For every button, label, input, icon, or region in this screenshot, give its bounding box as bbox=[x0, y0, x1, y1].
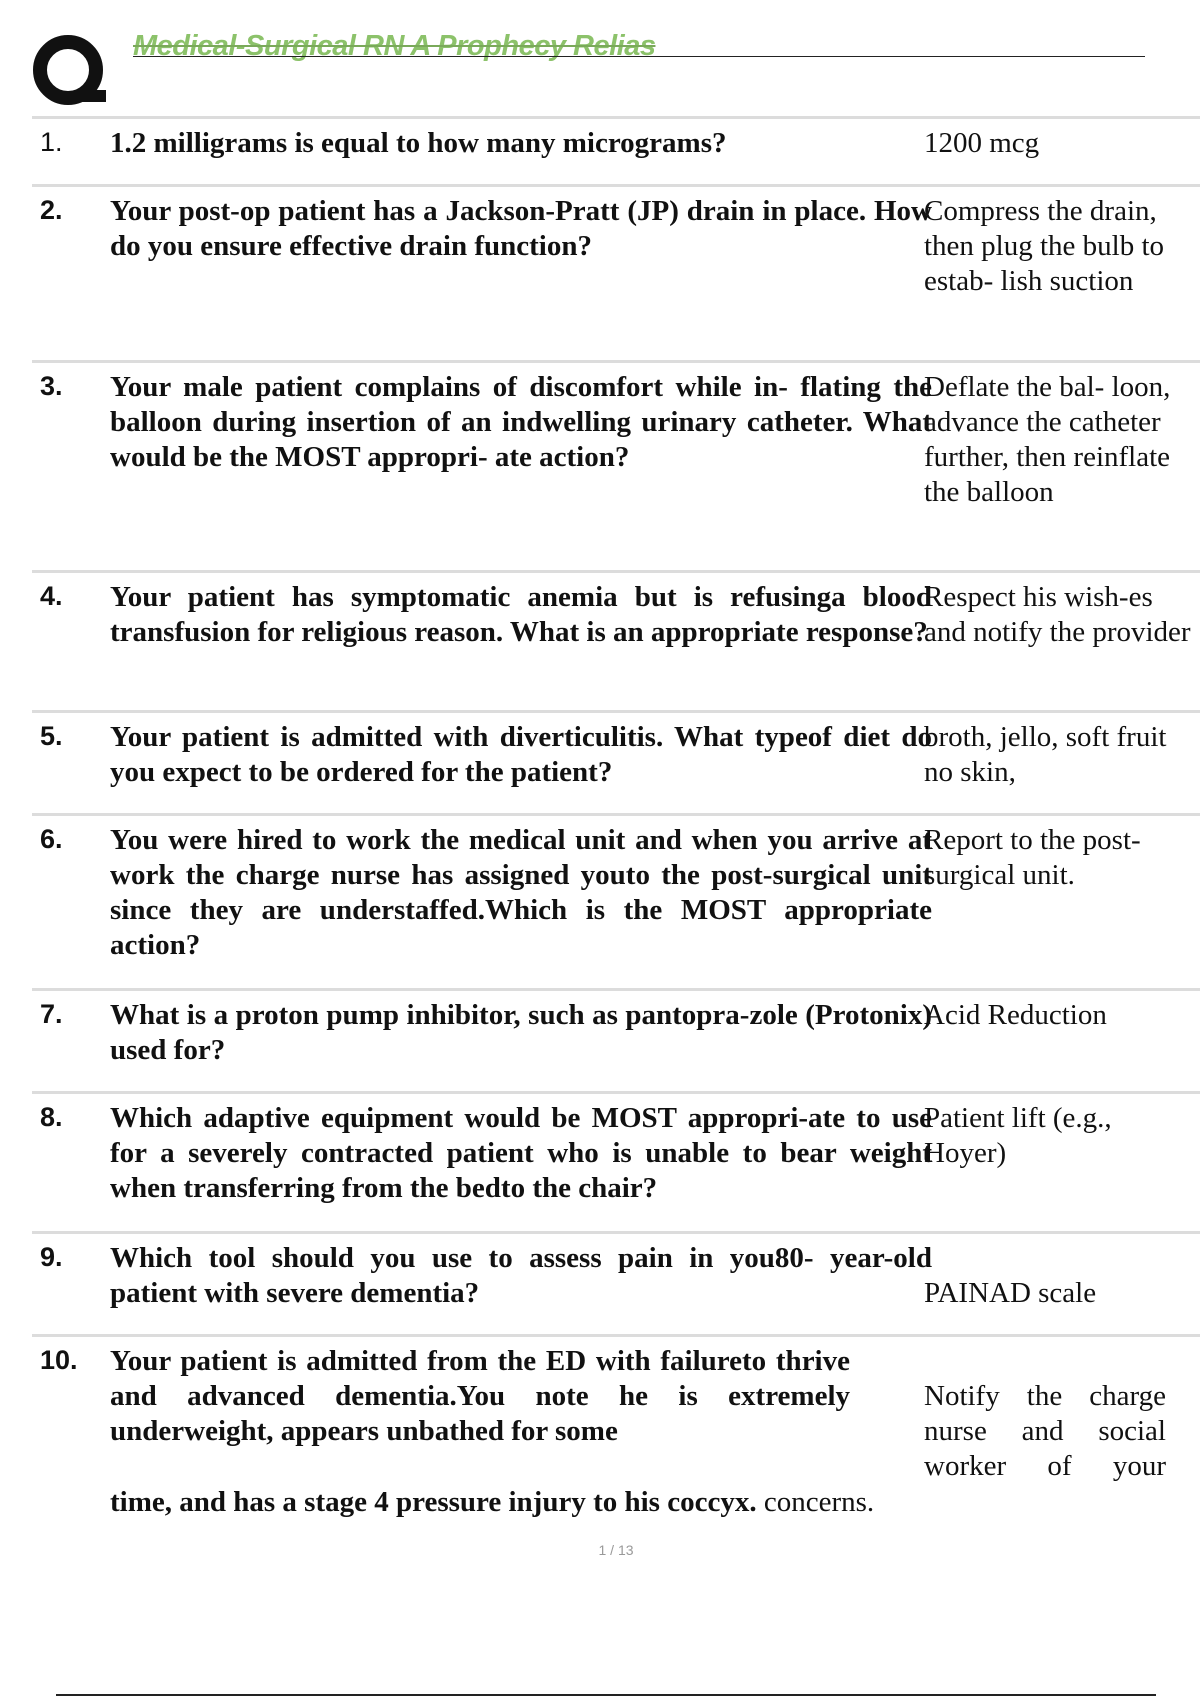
question-text: Your post-op patient has a Jackson-Pratt (JP) drain in place. How do you ensure effective drain function? bbox=[110, 195, 932, 262]
question-text: You were hired to work the medical unit and when you arrive at work the charge nurse has assigned youto the post-surgical unit since they are understaffed.Which is the MOST appropriate action? bbox=[110, 824, 932, 961]
answer-text: Deflate the bal- loon, advance the catheter further, then reinflate the balloon bbox=[924, 371, 1171, 508]
qa-row-4 bbox=[32, 570, 1200, 710]
qa-row-1 bbox=[32, 116, 1200, 184]
answer-text: Notify the charge nurse and social worker of your bbox=[924, 1380, 1166, 1482]
question-continuation: time, and has a stage 4 pressure injury to his coccyx. bbox=[110, 1486, 757, 1518]
title-divider bbox=[133, 56, 1145, 57]
qa-row-10 bbox=[32, 1334, 1200, 1524]
qa-row-7 bbox=[32, 988, 1200, 1091]
qa-row-5 bbox=[32, 710, 1200, 813]
qa-table bbox=[32, 116, 1200, 1524]
answer-text: Patient lift (e.g., Hoyer) bbox=[924, 1102, 1112, 1169]
question-number: 9. bbox=[40, 1242, 63, 1272]
qa-row-2 bbox=[32, 184, 1200, 360]
question-number: 7. bbox=[40, 999, 63, 1029]
answer-text: 1200 mcg bbox=[924, 127, 1040, 159]
question-number: 8. bbox=[40, 1102, 63, 1132]
answer-text: PAINAD scale bbox=[924, 1277, 1097, 1309]
document-title: Medical-Surgical RN A Prophecy Relias bbox=[133, 30, 656, 62]
question-number: 4. bbox=[40, 581, 63, 611]
qa-row-3 bbox=[32, 360, 1200, 570]
page-indicator: 1 / 13 bbox=[598, 1542, 634, 1558]
question-number: 3. bbox=[40, 371, 63, 401]
question-text: Your male patient complains of discomfort while in- flating the balloon during insertion of an indwelling urinary catheter. What would be the MOST appropri- ate action? bbox=[110, 371, 932, 473]
question-text: Your patient is admitted with diverticulitis. What typeof diet do you expect to be ordered for the patient? bbox=[110, 721, 932, 788]
question-text: What is a proton pump inhibitor, such as pantopra-zole (Protonix) used for? bbox=[110, 999, 932, 1066]
qa-row-6 bbox=[32, 813, 1200, 988]
answer-text: Compress the drain, then plug the bulb to estab- lish suction bbox=[924, 195, 1165, 297]
answer-text: broth, jello, soft fruit no skin, bbox=[924, 721, 1167, 788]
answer-text: Report to the post- surgical unit. bbox=[924, 824, 1141, 891]
question-text: Which tool should you use to assess pain in you80- year-old patient with severe dementia? bbox=[110, 1242, 932, 1309]
question-text-continued bbox=[110, 1485, 874, 1520]
question-number: 6. bbox=[40, 824, 63, 854]
question-text: Your patient has symptomatic anemia but is refusinga blood transfusion for religious reason. What is an appropriate response? bbox=[110, 581, 932, 648]
question-text: 1.2 milligrams is equal to how many micrograms? bbox=[110, 127, 727, 159]
question-number: 10. bbox=[40, 1345, 78, 1375]
question-number: 5. bbox=[40, 721, 63, 751]
qa-row-8 bbox=[32, 1091, 1200, 1231]
question-text: Which adaptive equipment would be MOST appropri-ate to use for a severely contracted patient who is unable to bear weight when transferring from the bedto the chair? bbox=[110, 1102, 932, 1204]
qa-row-9 bbox=[32, 1231, 1200, 1334]
q-logo-icon bbox=[32, 32, 110, 110]
answer-text: Acid Reduction bbox=[924, 999, 1107, 1031]
question-number: 1. bbox=[40, 127, 63, 157]
footer-divider bbox=[56, 1694, 1156, 1696]
question-number: 2. bbox=[40, 195, 63, 225]
answer-continuation: concerns. bbox=[763, 1486, 875, 1518]
answer-text: Respect his wish-es and notify the provider bbox=[924, 581, 1191, 648]
question-text: Your patient is admitted from the ED with failureto thrive and advanced dementia.You note he is extremely underweight, appears unbathed for some bbox=[110, 1345, 850, 1447]
